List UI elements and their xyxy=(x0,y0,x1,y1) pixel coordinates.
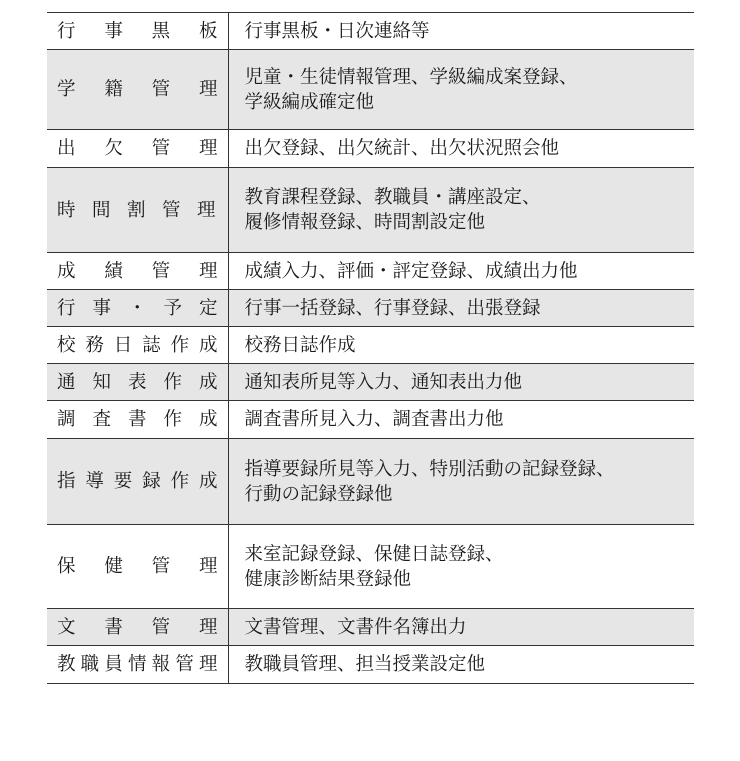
table-row xyxy=(47,130,694,168)
category-cell xyxy=(47,253,228,290)
table-row xyxy=(47,646,694,684)
description-cell xyxy=(228,525,694,609)
description-line: 健康診断結果登録他 xyxy=(244,568,412,590)
table-row xyxy=(47,50,694,130)
description-line: 校務日誌作成 xyxy=(244,334,356,356)
table-row xyxy=(47,401,694,439)
description-cell xyxy=(228,168,694,253)
description-line: 教育課程登録、教職員・講座設定、 xyxy=(244,187,541,208)
category-cell xyxy=(47,609,228,646)
category-label: 通知表作成 xyxy=(57,371,218,393)
description-line: 行事一括登録、行事登録、出張登録 xyxy=(244,297,541,319)
table-row xyxy=(47,290,694,327)
category-label: 行事黒板 xyxy=(57,20,218,42)
description-cell xyxy=(228,50,694,130)
category-label: 行事・予定 xyxy=(57,297,218,319)
category-cell xyxy=(47,290,228,327)
category-label: 文書管理 xyxy=(57,616,218,638)
description-line: 履修情報登録、時間割設定他 xyxy=(244,212,486,233)
description-line: 行事黒板・日次連絡等 xyxy=(244,20,430,42)
description-cell xyxy=(228,327,694,364)
category-label: 調査書作成 xyxy=(57,409,218,430)
description-cell xyxy=(228,646,694,684)
table-row xyxy=(47,327,694,364)
description-line: 児童・生徒情報管理、学級編成案登録、 xyxy=(244,66,578,88)
description-line: 学級編成確定他 xyxy=(244,91,375,113)
description-line: 成績入力、評価・評定登録、成績出力他 xyxy=(244,260,578,282)
category-cell xyxy=(47,327,228,364)
category-label: 学籍管理 xyxy=(57,79,218,100)
category-cell xyxy=(47,439,228,525)
category-cell xyxy=(47,168,228,253)
category-label: 時間割管理 xyxy=(57,199,218,221)
category-label: 保健管理 xyxy=(57,556,218,577)
description-cell xyxy=(228,13,694,50)
table-row xyxy=(47,609,694,646)
category-label: 教職員情報管理 xyxy=(57,654,218,675)
description-line: 文書管理、文書件名簿出力 xyxy=(244,616,467,638)
category-label: 出欠管理 xyxy=(57,138,218,159)
table-row xyxy=(47,168,694,253)
description-cell xyxy=(228,609,694,646)
category-cell xyxy=(47,646,228,684)
category-cell xyxy=(47,50,228,130)
description-line: 出欠登録、出欠統計、出欠状況照会他 xyxy=(244,138,560,159)
category-cell xyxy=(47,130,228,168)
description-cell xyxy=(228,401,694,439)
category-cell xyxy=(47,364,228,401)
description-line: 来室記録登録、保健日誌登録、 xyxy=(244,543,504,565)
description-cell xyxy=(228,290,694,327)
description-line: 調査書所見入力、調査書出力他 xyxy=(244,409,504,430)
category-label: 指導要録作成 xyxy=(57,471,218,492)
category-cell xyxy=(47,525,228,609)
table-row xyxy=(47,13,694,50)
description-cell xyxy=(228,439,694,525)
description-line: 行動の記録登録他 xyxy=(244,483,393,505)
category-cell xyxy=(47,401,228,439)
category-cell xyxy=(47,13,228,50)
category-label: 成績管理 xyxy=(57,260,218,282)
description-cell xyxy=(228,130,694,168)
description-cell xyxy=(228,364,694,401)
category-label: 校務日誌作成 xyxy=(57,334,218,356)
description-cell xyxy=(228,253,694,290)
description-line: 教職員管理、担当授業設定他 xyxy=(244,654,486,675)
table-row xyxy=(47,253,694,290)
table-row xyxy=(47,439,694,525)
description-line: 指導要録所見等入力、特別活動の記録登録、 xyxy=(244,458,615,480)
table-row xyxy=(47,525,694,609)
description-line: 通知表所見等入力、通知表出力他 xyxy=(244,371,523,393)
feature-table xyxy=(47,12,694,684)
table-row xyxy=(47,364,694,401)
